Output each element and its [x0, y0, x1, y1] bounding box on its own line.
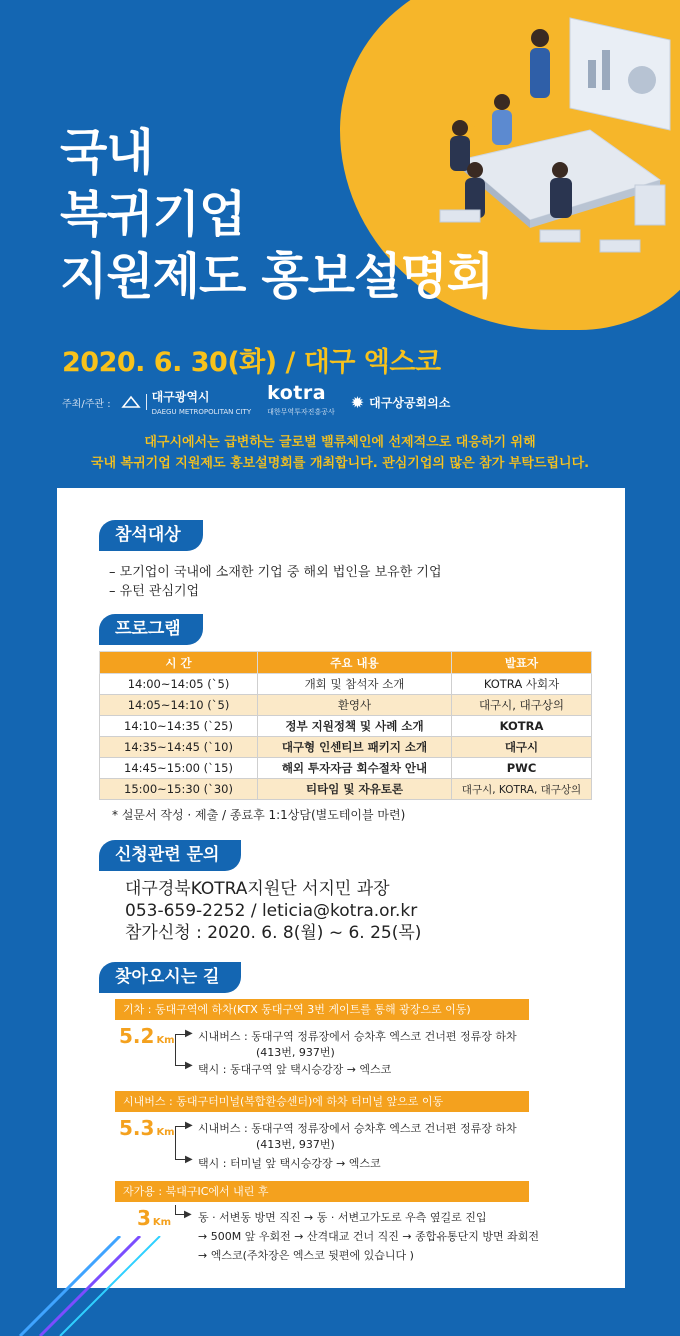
presentation-board-icon [570, 18, 670, 130]
title-line: 국내 [60, 124, 153, 181]
route-line: 택시 : 동대구역 앞 택시승강장 → 엑스코 [198, 1063, 392, 1076]
page-title [60, 122, 493, 308]
route-bar-bus: 시내버스 : 동대구터미널(복합환승센터)에 하차 터미널 앞으로 이동 [115, 1091, 529, 1112]
intro-line: 대구시에서는 급변하는 글로벌 밸류체인에 선제적으로 대응하기 위해 [144, 435, 536, 450]
column-header-speaker: 발표자 [452, 652, 592, 674]
arrow-right-icon: ▶ [185, 1154, 193, 1165]
cell-time: 14:05~14:10 (`5) [100, 695, 258, 716]
chamber-logo [351, 393, 451, 412]
cell-speaker: KOTRA [452, 716, 592, 737]
cell-time: 14:45~15:00 (`15) [100, 758, 258, 779]
route-line-sub: (413번, 937번) [256, 1046, 335, 1059]
decorative-stripes [0, 1236, 180, 1336]
route-line: 동 · 서변동 방면 직진 → 동 · 서변고가도로 우측 옆길로 진입 [198, 1211, 487, 1224]
contact-line: 참가신청 : 2020. 6. 8(월) ~ 6. 25(목) [125, 923, 422, 943]
participant-item: – 유턴 관심기업 [109, 584, 200, 599]
chamber-name: 대구상공회의소 [369, 395, 451, 410]
route-bar-car: 자가용 : 북대구IC에서 내린 후 [115, 1181, 529, 1202]
cell-speaker: 대구시 [452, 737, 592, 758]
route-distance [119, 1116, 175, 1140]
contact-line: 대구경북KOTRA지원단 서지민 과장 [125, 879, 390, 899]
distance-unit: Km [152, 1217, 172, 1228]
daegu-name-sub: DAEGU METROPOLITAN CITY [151, 408, 252, 416]
table-row [100, 695, 592, 716]
route-line-sub: (413번, 937번) [256, 1138, 335, 1151]
route-distance [119, 1024, 175, 1048]
kotra-name-sub: 대한무역투자진흥공사 [267, 407, 335, 416]
intro-text [0, 432, 680, 474]
content-card [57, 488, 625, 1288]
contact-info [125, 878, 421, 944]
daegu-logo [121, 388, 252, 416]
distance-unit: Km [156, 1127, 175, 1138]
route-line: → 500M 앞 우회전 → 산격대교 건너 직진 → 종합유통단지 방면 좌회전 [198, 1230, 539, 1243]
route-distance [137, 1206, 171, 1230]
program-header-row [100, 652, 592, 674]
cell-content: 개회 및 참석자 소개 [258, 674, 452, 695]
arrow-right-icon: ▶ [185, 1120, 193, 1131]
cell-content: 정부 지원정책 및 사례 소개 [258, 716, 452, 737]
route-line: 택시 : 터미널 앞 택시승강장 → 엑스코 [198, 1157, 381, 1170]
cell-content: 대구형 인센티브 패키지 소개 [258, 737, 452, 758]
cell-speaker: PWC [452, 758, 592, 779]
title-line: 복귀기업 [60, 186, 246, 243]
distance-value: 5.2 [119, 1024, 155, 1048]
participant-item: – 모기업이 국내에 소재한 기업 중 해외 법인을 보유한 기업 [109, 565, 442, 580]
route-bar-train: 기차 : 동대구역에 하차(KTX 동대구역 3번 게이트를 통해 광장으로 이동) [115, 999, 529, 1020]
arrow-right-icon: ▶ [185, 1028, 193, 1039]
kotra-logo [267, 381, 335, 420]
arrow-right-icon: ▶ [184, 1209, 192, 1220]
cell-speaker: 대구시, 대구상의 [452, 695, 592, 716]
section-heading-program: 프로그램 [99, 614, 203, 645]
cell-time: 15:00~15:30 (`30) [100, 779, 258, 800]
cell-speaker: KOTRA 사회자 [452, 674, 592, 695]
sponsor-label: 주최/주관 : [62, 398, 111, 410]
sponsor-logos [62, 381, 451, 416]
table-row [100, 758, 592, 779]
cell-speaker: 대구시, KOTRA, 대구상의 [452, 779, 592, 800]
distance-value: 5.3 [119, 1116, 155, 1140]
daegu-name: 대구광역시 [151, 390, 210, 404]
cell-time: 14:00~14:05 (`5) [100, 674, 258, 695]
kotra-name: kotra [267, 381, 327, 404]
section-heading-directions: 찾아오시는 길 [99, 962, 241, 993]
section-heading-participants: 참석대상 [99, 520, 203, 551]
route-line: → 엑스코(주차장은 엑스코 뒷편에 있습니다 ) [198, 1249, 414, 1262]
contact-line: 053-659-2252 / leticia@kotra.or.kr [125, 901, 418, 921]
daegu-mark-icon [121, 395, 141, 409]
intro-line: 국내 복귀기업 지원제도 홍보설명회를 개최합니다. 관심기업의 많은 참가 부탁드립니다. [90, 456, 590, 471]
route-line: 시내버스 : 동대구역 정류장에서 승차후 엑스코 건너편 정류장 하차 [198, 1122, 517, 1135]
divider [146, 394, 147, 410]
program-note: * 설문서 작성 · 제출 / 종료후 1:1상담(별도테이블 마련) [112, 808, 406, 822]
cell-time: 14:35~14:45 (`10) [100, 737, 258, 758]
cell-content: 티타임 및 자유토론 [258, 779, 452, 800]
arrow-right-icon: ▶ [185, 1060, 193, 1071]
column-header-time: 시 간 [100, 652, 258, 674]
cell-content: 환영사 [258, 695, 452, 716]
table-row [100, 779, 592, 800]
table-row [100, 737, 592, 758]
section-heading-contact: 신청관련 문의 [99, 840, 241, 871]
cell-content: 해외 투자자금 회수절차 안내 [258, 758, 452, 779]
title-line: 지원제도 홍보설명회 [60, 248, 494, 305]
column-header-content: 주요 내용 [258, 652, 452, 674]
route-line: 시내버스 : 동대구역 정류장에서 승차후 엑스코 건너편 정류장 하차 [198, 1030, 517, 1043]
event-date: 2020. 6. 30(화) / 대구 엑스코 [62, 347, 441, 378]
distance-unit: Km [156, 1035, 175, 1046]
program-table [99, 651, 592, 800]
gear-icon: ✹ [350, 392, 365, 412]
table-row [100, 674, 592, 695]
cell-time: 14:10~14:35 (`25) [100, 716, 258, 737]
table-row [100, 716, 592, 737]
distance-value: 3 [137, 1206, 151, 1230]
